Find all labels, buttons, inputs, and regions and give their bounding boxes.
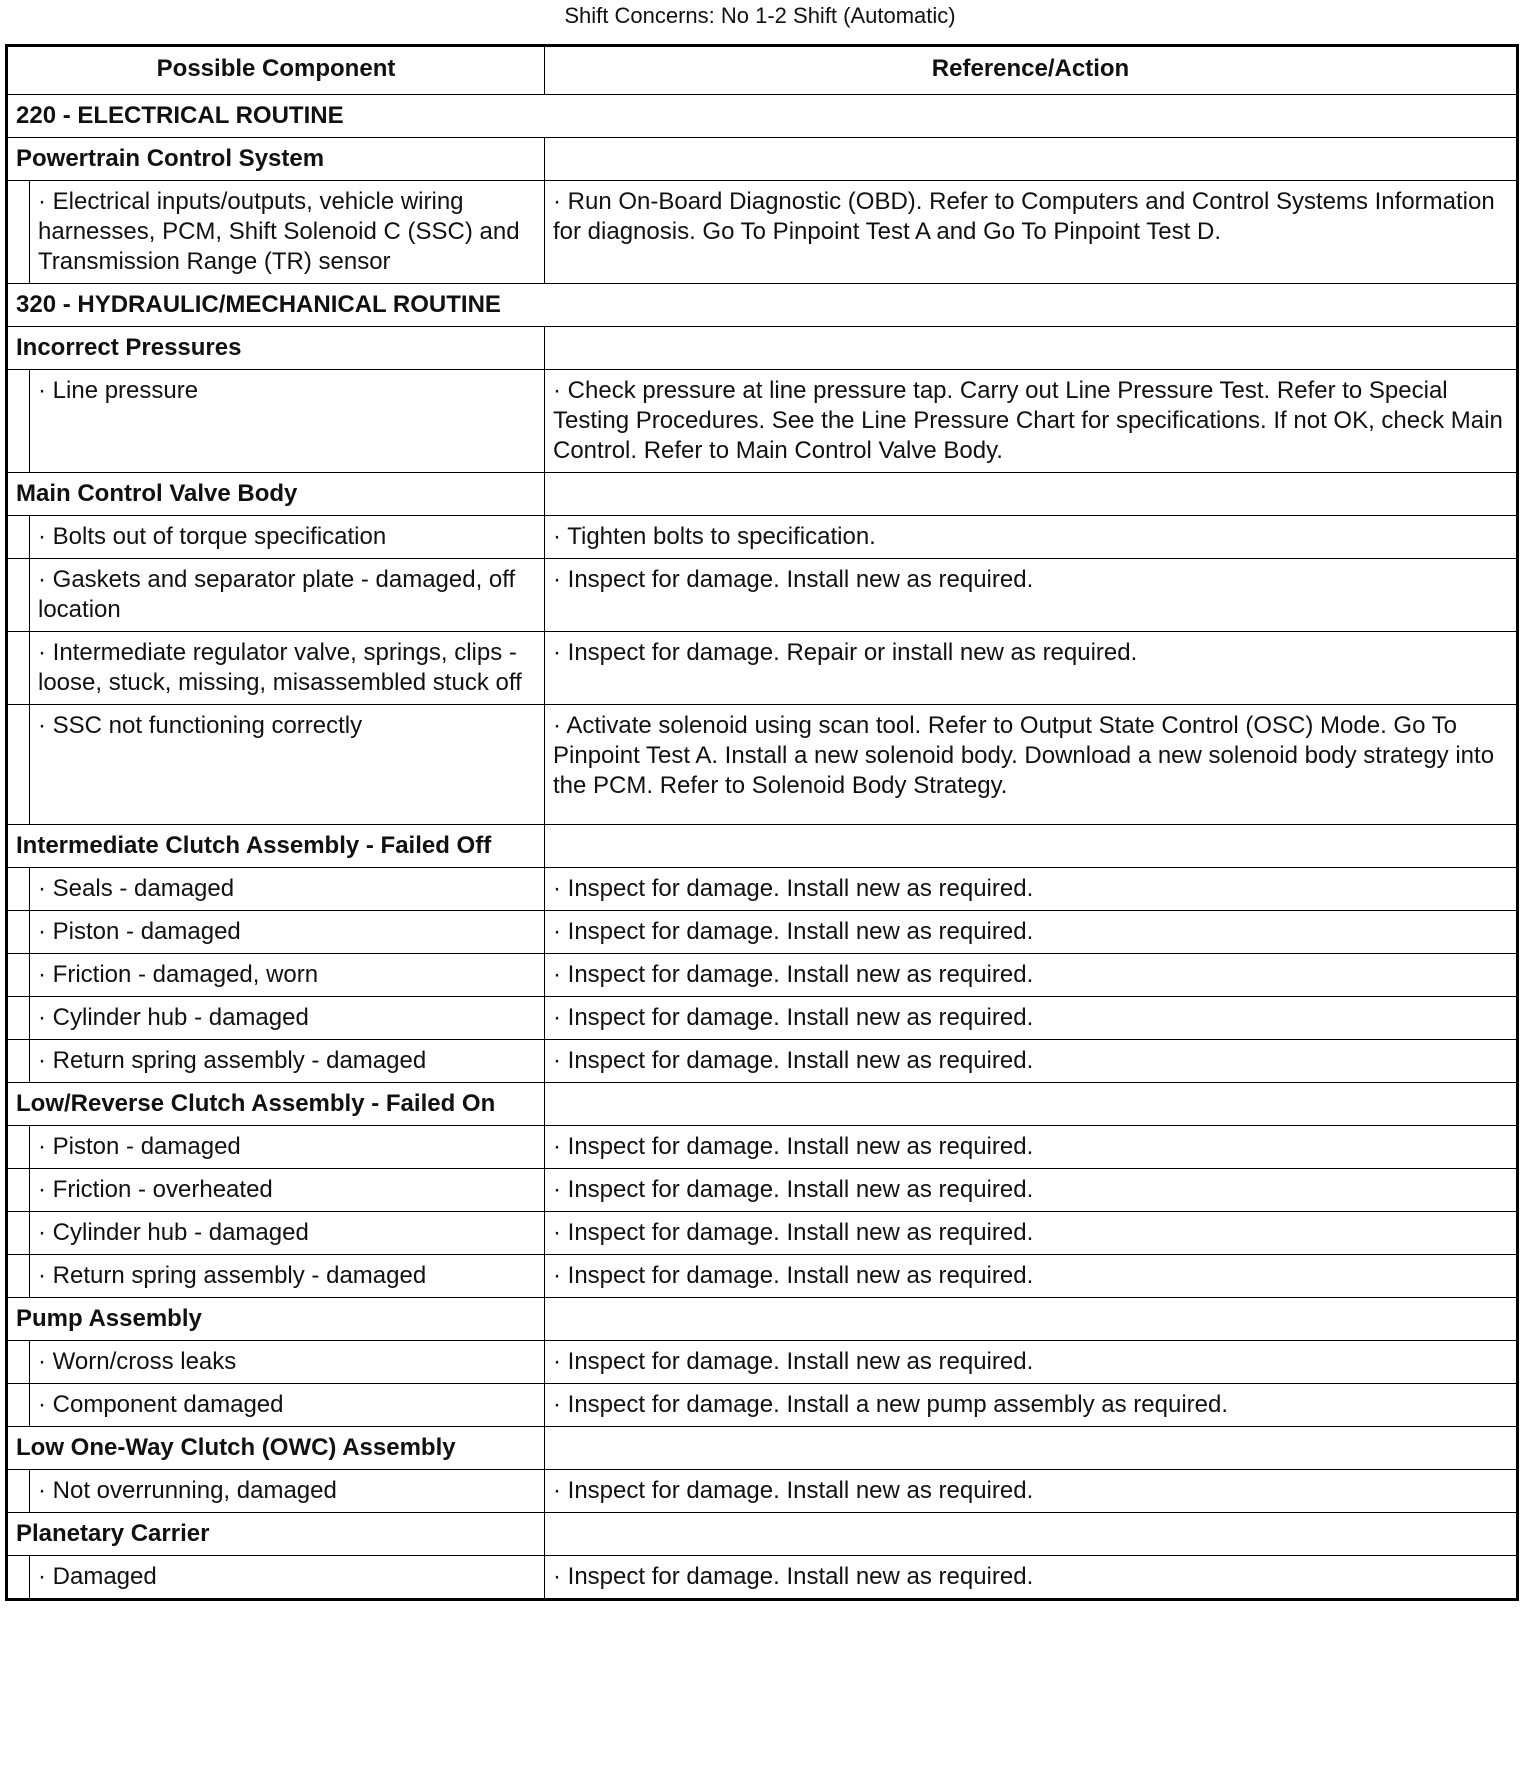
- group-row: [7, 1298, 1518, 1341]
- group-heading: Incorrect Pressures: [7, 327, 545, 370]
- table-row: [7, 559, 1518, 632]
- group-action-cell: [545, 1427, 1518, 1470]
- table-header-row: [7, 46, 1518, 95]
- action-cell: · Inspect for damage. Install new as required.: [545, 559, 1518, 632]
- action-cell: · Inspect for damage. Install new as required.: [545, 1470, 1518, 1513]
- section-heading: 220 - ELECTRICAL ROUTINE: [7, 95, 1518, 138]
- group-row: [7, 825, 1518, 868]
- group-action-cell: [545, 1513, 1518, 1556]
- indent-cell: [7, 1212, 30, 1255]
- table-row: [7, 181, 1518, 284]
- component-cell: · Piston - damaged: [30, 1126, 545, 1169]
- action-cell: · Inspect for damage. Install new as required.: [545, 1255, 1518, 1298]
- group-heading: Pump Assembly: [7, 1298, 545, 1341]
- component-cell: · Cylinder hub - damaged: [30, 1212, 545, 1255]
- component-cell: · Not overrunning, damaged: [30, 1470, 545, 1513]
- group-heading: Intermediate Clutch Assembly - Failed Off: [7, 825, 545, 868]
- column-header-component: Possible Component: [7, 46, 545, 95]
- action-cell: · Tighten bolts to specification.: [545, 516, 1518, 559]
- action-cell: · Check pressure at line pressure tap. Carry out Line Pressure Test. Refer to Special Testing Procedures. See the Line Pressure Chart for specifications. If not OK, check Main Control. Refer to Main Control Valve Body.: [545, 370, 1518, 473]
- component-cell: · Line pressure: [30, 370, 545, 473]
- table-row: [7, 1341, 1518, 1384]
- component-cell: · Piston - damaged: [30, 911, 545, 954]
- group-action-cell: [545, 138, 1518, 181]
- component-cell: · Electrical inputs/outputs, vehicle wiring harnesses, PCM, Shift Solenoid C (SSC) and Transmission Range (TR) sensor: [30, 181, 545, 284]
- section-row: [7, 95, 1518, 138]
- table-row: [7, 911, 1518, 954]
- group-heading: Low One-Way Clutch (OWC) Assembly: [7, 1427, 545, 1470]
- component-cell: · SSC not functioning correctly: [30, 705, 545, 825]
- group-heading: Planetary Carrier: [7, 1513, 545, 1556]
- table-row: [7, 1169, 1518, 1212]
- table-row: [7, 370, 1518, 473]
- group-action-cell: [545, 1298, 1518, 1341]
- group-row: [7, 1513, 1518, 1556]
- group-row: [7, 1083, 1518, 1126]
- group-heading: Main Control Valve Body: [7, 473, 545, 516]
- indent-cell: [7, 911, 30, 954]
- document-title: Shift Concerns: No 1-2 Shift (Automatic): [564, 3, 956, 28]
- action-cell: · Inspect for damage. Repair or install new as required.: [545, 632, 1518, 705]
- action-cell: · Inspect for damage. Install new as required.: [545, 868, 1518, 911]
- indent-cell: [7, 1040, 30, 1083]
- action-cell: · Inspect for damage. Install new as required.: [545, 1212, 1518, 1255]
- group-row: [7, 327, 1518, 370]
- indent-cell: [7, 1470, 30, 1513]
- group-row: [7, 138, 1518, 181]
- table-row: [7, 1040, 1518, 1083]
- component-cell: · Friction - damaged, worn: [30, 954, 545, 997]
- group-action-cell: [545, 473, 1518, 516]
- group-action-cell: [545, 1083, 1518, 1126]
- component-cell: · Friction - overheated: [30, 1169, 545, 1212]
- component-cell: · Return spring assembly - damaged: [30, 1040, 545, 1083]
- action-cell: · Activate solenoid using scan tool. Refer to Output State Control (OSC) Mode. Go To Pinpoint Test A. Install a new solenoid body. Download a new solenoid body strategy into the PCM. Refer to Solenoid Body Strategy.: [545, 705, 1518, 825]
- indent-cell: [7, 1255, 30, 1298]
- column-header-action: Reference/Action: [545, 46, 1518, 95]
- indent-cell: [7, 1556, 30, 1600]
- action-cell: · Inspect for damage. Install a new pump assembly as required.: [545, 1384, 1518, 1427]
- table-row: [7, 632, 1518, 705]
- component-cell: · Component damaged: [30, 1384, 545, 1427]
- indent-cell: [7, 181, 30, 284]
- component-cell: · Seals - damaged: [30, 868, 545, 911]
- action-cell: · Run On-Board Diagnostic (OBD). Refer to Computers and Control Systems Information for diagnosis. Go To Pinpoint Test A and Go To Pinpoint Test D.: [545, 181, 1518, 284]
- section-row: [7, 284, 1518, 327]
- diagnosis-table: [5, 44, 1519, 1601]
- section-heading: 320 - HYDRAULIC/MECHANICAL ROUTINE: [7, 284, 1518, 327]
- action-cell: · Inspect for damage. Install new as required.: [545, 954, 1518, 997]
- group-heading: Powertrain Control System: [7, 138, 545, 181]
- action-cell: · Inspect for damage. Install new as required.: [545, 1341, 1518, 1384]
- indent-cell: [7, 997, 30, 1040]
- component-cell: · Worn/cross leaks: [30, 1341, 545, 1384]
- action-cell: · Inspect for damage. Install new as required.: [545, 1126, 1518, 1169]
- group-row: [7, 1427, 1518, 1470]
- action-cell: · Inspect for damage. Install new as required.: [545, 997, 1518, 1040]
- indent-cell: [7, 516, 30, 559]
- group-action-cell: [545, 327, 1518, 370]
- indent-cell: [7, 1169, 30, 1212]
- component-cell: · Bolts out of torque specification: [30, 516, 545, 559]
- component-cell: · Damaged: [30, 1556, 545, 1600]
- group-row: [7, 473, 1518, 516]
- table-row: [7, 954, 1518, 997]
- group-heading: Low/Reverse Clutch Assembly - Failed On: [7, 1083, 545, 1126]
- table-row: [7, 868, 1518, 911]
- table-body: [7, 95, 1518, 1600]
- component-cell: · Cylinder hub - damaged: [30, 997, 545, 1040]
- component-cell: · Return spring assembly - damaged: [30, 1255, 545, 1298]
- indent-cell: [7, 632, 30, 705]
- indent-cell: [7, 370, 30, 473]
- group-action-cell: [545, 825, 1518, 868]
- action-cell: · Inspect for damage. Install new as required.: [545, 1556, 1518, 1600]
- table-row: [7, 1255, 1518, 1298]
- table-row: [7, 1212, 1518, 1255]
- table-row: [7, 1556, 1518, 1600]
- indent-cell: [7, 705, 30, 825]
- action-cell: · Inspect for damage. Install new as required.: [545, 1169, 1518, 1212]
- table-row: [7, 1470, 1518, 1513]
- table-row: [7, 705, 1518, 825]
- component-cell: · Intermediate regulator valve, springs, clips - loose, stuck, missing, misassembled stuck off: [30, 632, 545, 705]
- table-row: [7, 997, 1518, 1040]
- indent-cell: [7, 1126, 30, 1169]
- indent-cell: [7, 559, 30, 632]
- indent-cell: [7, 868, 30, 911]
- table-row: [7, 1384, 1518, 1427]
- indent-cell: [7, 1384, 30, 1427]
- table-row: [7, 516, 1518, 559]
- action-cell: · Inspect for damage. Install new as required.: [545, 1040, 1518, 1083]
- action-cell: · Inspect for damage. Install new as required.: [545, 911, 1518, 954]
- indent-cell: [7, 1341, 30, 1384]
- indent-cell: [7, 954, 30, 997]
- table-row: [7, 1126, 1518, 1169]
- component-cell: · Gaskets and separator plate - damaged, off location: [30, 559, 545, 632]
